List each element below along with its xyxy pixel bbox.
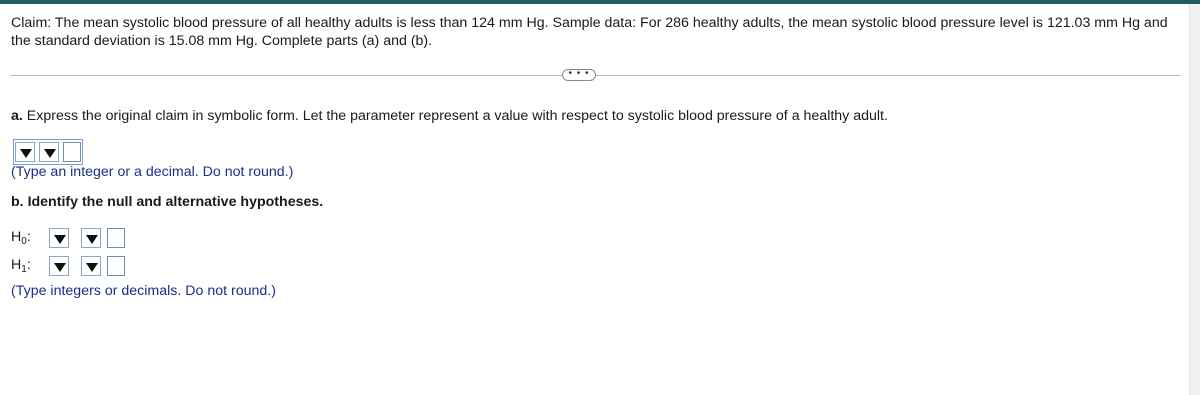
expand-ellipsis-button[interactable]: • • • (562, 69, 596, 81)
top-accent-bar (0, 0, 1200, 4)
h1-relation-dropdown[interactable] (81, 256, 101, 276)
null-hypothesis-row (11, 228, 125, 248)
h0-relation-dropdown[interactable] (81, 228, 101, 248)
part-a-hint: (Type an integer or a decimal. Do not round.) (11, 164, 294, 180)
h1-parameter-dropdown[interactable] (49, 256, 69, 276)
triangle-down-icon (44, 149, 56, 158)
part-a-value-input[interactable] (63, 142, 81, 162)
h1-value-input[interactable] (107, 256, 125, 276)
part-b-label: b. (11, 194, 24, 210)
triangle-down-icon (54, 263, 66, 272)
h0-parameter-dropdown[interactable] (49, 228, 69, 248)
part-a-relation-dropdown[interactable] (39, 142, 59, 162)
part-a-answer-group (13, 139, 83, 165)
h0-value-input[interactable] (107, 228, 125, 248)
claim-text: Claim: The mean systolic blood pressure of all healthy adults is less than 124 mm Hg. Sample data: For 286 healthy adults, the mean systolic blood pressure level is 121.03 mm Hg and the standard deviation is 15.08 mm Hg. Complete parts (a) and (b). (11, 15, 1168, 49)
alternative-hypothesis-row (11, 256, 125, 276)
part-b-hint: (Type integers or decimals. Do not round.) (11, 283, 276, 299)
part-a-text: Express the original claim in symbolic form. Let the parameter represent a value with respect to systolic blood pressure of a healthy adult. (26, 108, 888, 124)
triangle-down-icon (86, 235, 98, 244)
part-a-label: a. (11, 108, 23, 124)
part-b-prompt (11, 194, 323, 210)
triangle-down-icon (54, 235, 66, 244)
part-a-prompt (11, 108, 888, 124)
part-a-parameter-dropdown[interactable] (15, 142, 35, 162)
triangle-down-icon (86, 263, 98, 272)
triangle-down-icon (20, 149, 32, 158)
alternative-hypothesis-label: $H_1$: (11, 257, 31, 275)
vertical-scrollbar[interactable] (1189, 4, 1200, 395)
null-hypothesis-label: $H_0$: (11, 229, 31, 247)
part-b-text: Identify the null and alternative hypotheses. (27, 194, 324, 210)
